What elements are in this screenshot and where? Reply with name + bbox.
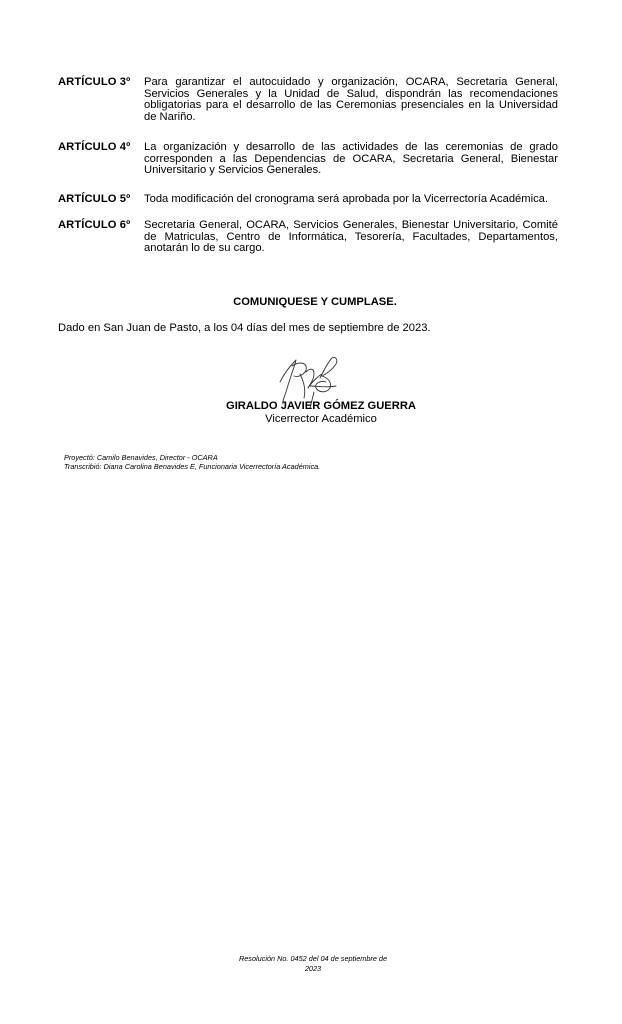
date-line: Dado en San Juan de Pasto, a los 04 días del mes de septiembre de 2023. xyxy=(58,322,431,334)
article-text: Secretaria General, OCARA, Servicios Generales, Bienestar Universitario, Comité de Matriculas, Centro de Informática, Tesorería, Facultades, Departamentos, anotarán lo de su cargo. xyxy=(144,219,558,255)
page-footer xyxy=(213,954,413,973)
article-label: ARTÍCULO 4º xyxy=(58,141,131,153)
article-label: ARTÍCULO 5º xyxy=(58,193,131,205)
article-text: Para garantizar el autocuidado y organización, OCARA, Secretaria General, Servicios Generales y la Unidad de Salud, dispondrán las recomendaciones obligatorias para el desarrollo de las Ceremonias presenciales en la Universidad de Nariño. xyxy=(144,76,558,123)
footer-line-2: 2023 xyxy=(304,963,322,973)
article-5 xyxy=(58,194,558,206)
article-3 xyxy=(58,77,558,123)
credits xyxy=(64,453,320,471)
article-text: Toda modificación del cronograma será aprobada por la Vicerrectoría Académica. xyxy=(144,193,549,205)
signer-role: Vicerrector Académico xyxy=(265,413,377,425)
article-label: ARTÍCULO 6º xyxy=(58,219,131,231)
signer-name: GIRALDO JAVIER GÓMEZ GUERRA xyxy=(226,400,416,412)
article-6 xyxy=(58,220,558,255)
article-label: ARTÍCULO 3º xyxy=(58,76,131,88)
credit-transcribed: Transcribió: Diana Carolina Benavides E, Funcionaria Vicerrectoría Académica. xyxy=(64,462,321,471)
article-text: La organización y desarrollo de las actividades de las ceremonias de grado corresponden a las Dependencias de OCARA, Secretaria General, Bienestar Universitario y Servicios Generales. xyxy=(144,141,558,177)
footer-line-1: Resolución No. 0452 del 04 de septiembre de xyxy=(238,954,388,963)
article-4 xyxy=(58,142,558,177)
credit-projected: Proyectó: Camilo Benavides, Director - OCARA xyxy=(64,453,218,462)
closing-statement: COMUNIQUESE Y CUMPLASE. xyxy=(233,296,397,308)
